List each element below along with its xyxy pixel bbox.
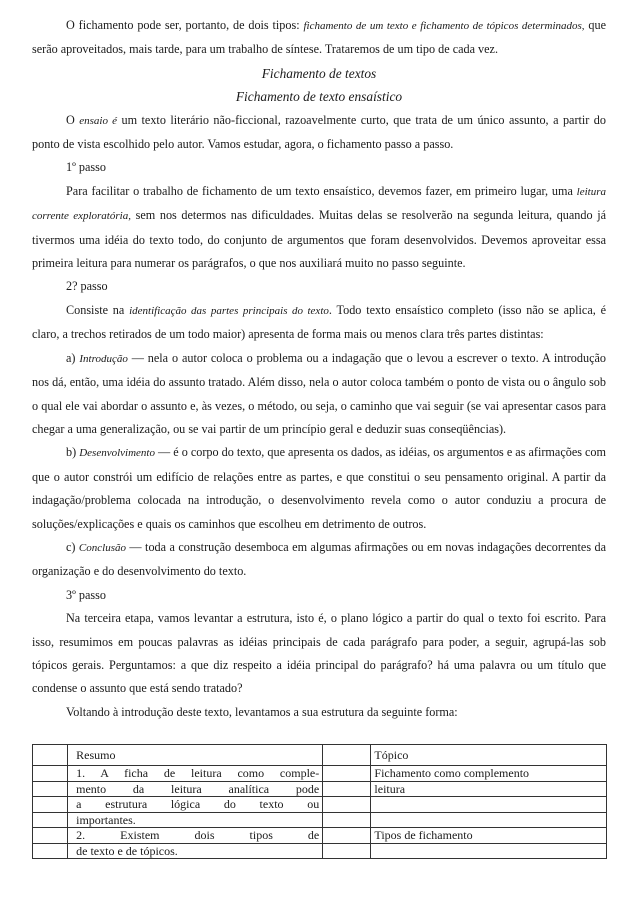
paragraph-desenvolvimento: b) Desenvolvimento — é o corpo do texto, que apresenta os dados, as idéias, os argumentos e as afirmações com que o autor constrói um edifício de relações entre as partes, e que constitui o seu pensamento original. A partir da indagação/problema colocada na introdução, o desenvolvimento revela como o autor conduziu a procura de soluções/explicações e quais os caminhos que escolheu em detrimento de outros. bbox=[32, 445, 607, 531]
table-header-row bbox=[33, 745, 607, 766]
emphasis: leitura corrente exploratória, bbox=[32, 185, 606, 223]
paragraph-introducao: a) Introdução — nela o autor coloca o problema ou a indagação que o levou a escrever o texto. A introdução nos dá, então, uma idéia do assunto tratado. Além disso, nela o autor coloca também o ponto de vista ou o ângulo sob o qual ele vai abordar o assunto e, às vezes, o método, ou seja, o caminho que vai seguir (se vai apresentar casos para chegar a uma generalização, ou se vai partir de um princípio geral e deduzir suas conseqüências). bbox=[32, 350, 607, 436]
topico-cell: Tipos de fichamento bbox=[371, 828, 607, 844]
paragraph-voltando: Voltando à introdução deste texto, levantamos a sua estrutura da seguinte forma: bbox=[66, 704, 458, 719]
topico-cell bbox=[371, 812, 607, 828]
paragraph-ensaio: O ensaio é um texto literário não-ficcional, razoavelmente curto, que trata de um único assunto, a partir do ponto de vista escolhido pelo autor. Vamos estudar, agora, o fichamento passo a passo. bbox=[32, 112, 606, 152]
header-resumo: Resumo bbox=[68, 745, 323, 766]
emphasis: Introdução bbox=[79, 352, 128, 365]
resumo-cell: de texto e de tópicos. bbox=[68, 843, 323, 859]
resumo-cell: importantes. bbox=[68, 812, 323, 828]
table-row bbox=[33, 766, 607, 782]
emphasis: Desenvolvimento bbox=[79, 447, 155, 460]
paragraph-types: O fichamento pode ser, portanto, de dois tipos: fichamento de um texto e fichamento de tópicos determinados, que serão aproveitados, mais tarde, para um trabalho de síntese. Trataremos de um tipo de cada vez. bbox=[32, 18, 606, 57]
resumo-cell: 2. Existem dois tipos de bbox=[68, 828, 323, 844]
resumo-cell: mento da leitura analítica pode bbox=[68, 781, 323, 797]
emphasis: fichamento de um texto e fichamento de tópicos determinados, bbox=[303, 20, 585, 32]
step-3-label: 3º passo bbox=[66, 587, 107, 602]
topico-cell: Fichamento como complemento bbox=[371, 766, 607, 782]
heading-fichamento-de-textos: Fichamento de textos bbox=[261, 65, 377, 81]
emphasis: ensaio é bbox=[79, 114, 118, 127]
header-topico: Tópico bbox=[371, 745, 607, 766]
table-row bbox=[33, 797, 607, 813]
emphasis: identificação das partes principais do texto bbox=[129, 304, 329, 317]
topico-cell bbox=[371, 843, 607, 859]
step-2-label: 2? passo bbox=[66, 279, 108, 294]
paragraph-conclusao: c) Conclusão — toda a construção desemboca em algumas afirmações ou em novas indagações decorrentes da organização e do desenvolvimento do texto. bbox=[32, 539, 607, 579]
structure-table bbox=[32, 744, 607, 859]
document-page bbox=[32, 14, 606, 859]
table-row bbox=[33, 828, 607, 844]
structure-table-wrap bbox=[32, 744, 607, 859]
resumo-cell: 1. A ficha de leitura como comple- bbox=[68, 766, 323, 782]
topico-cell: leitura bbox=[371, 781, 607, 797]
table-row bbox=[33, 812, 607, 828]
resumo-cell: a estrutura lógica do texto ou bbox=[68, 797, 323, 813]
table-row bbox=[33, 843, 607, 859]
emphasis: Conclusão bbox=[78, 541, 126, 554]
topico-cell bbox=[371, 797, 607, 813]
paragraph-step-3: Na terceira etapa, vamos levantar a estrutura, isto é, o plano lógico a partir do qual o texto foi escrito. Para isso, resumimos em poucas palavras as idéias principais de cada parágrafo para poder, a seguir, agrupá-las sob tópicos gerais. Perguntamos: a que diz respeito a idéia principal do parágrafo? há uma palavra ou um título que condense o assunto que está sendo tratado? bbox=[32, 611, 606, 696]
step-1-label: 1º passo bbox=[66, 160, 107, 175]
paragraph-step-2: Consiste na identificação das partes principais do texto. Todo texto ensaístico completo (isso não se aplica, é claro, a trechos retirados de um todo maior) apresenta de forma mais ou menos clara três partes distintas: bbox=[32, 302, 606, 342]
heading-texto-ensaistico: Fichamento de texto ensaístico bbox=[235, 89, 403, 105]
paragraph-step-1: Para facilitar o trabalho de fichamento de um texto ensaístico, devemos fazer, em primeiro lugar, uma leitura corrente exploratória, sem nos determos nas dificuldades. Muitas delas se resolverão na segunda leitura, quando já tivermos uma idéia do texto todo, do conjunto de argumentos que foram desenvolvidos. Devemos aproveitar essa primeira leitura para numerar os parágrafos, o que nos auxiliará muito no passo seguinte. bbox=[32, 183, 607, 271]
table-row bbox=[33, 781, 607, 797]
